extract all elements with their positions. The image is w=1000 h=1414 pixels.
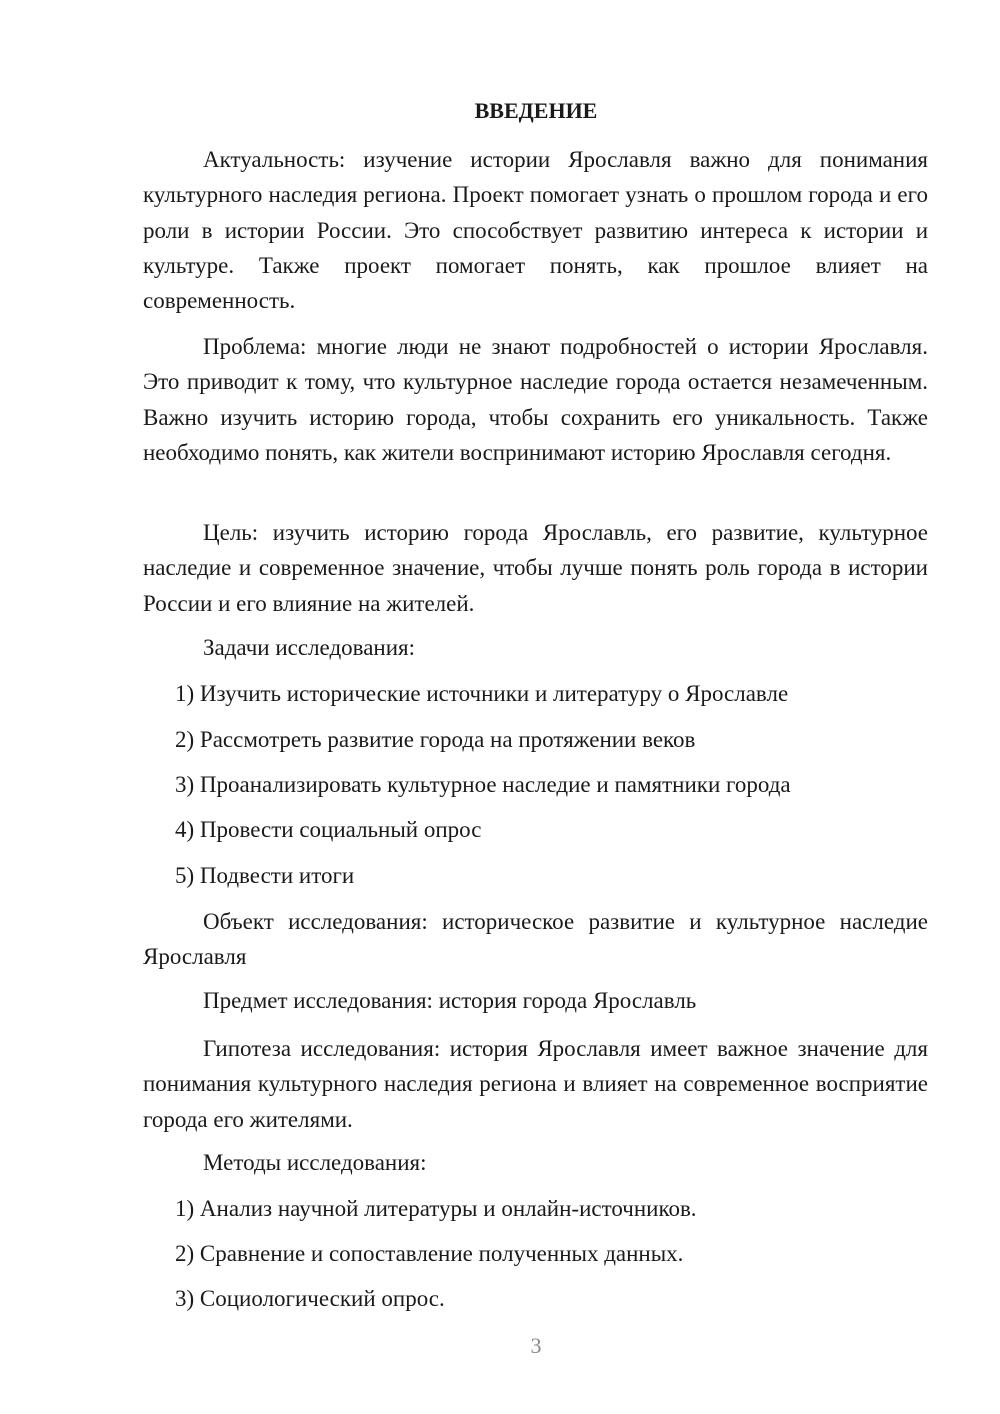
tasks-label: Задачи исследования: xyxy=(203,635,416,660)
subject-line: Предмет исследования: история города Ярославль xyxy=(203,988,697,1013)
task-item: 5) Подвести итоги xyxy=(175,863,355,888)
method-item: 3) Социологический опрос. xyxy=(175,1286,445,1311)
task-item: 4) Провести социальный опрос xyxy=(175,817,482,842)
page-number: 3 xyxy=(530,1333,542,1358)
problem-paragraph: Проблема: многие люди не знают подробностей о истории Ярославля. Это приводит к тому, что культурное наследие города остается незамеченным. Важно изучить историю города, чтобы сохранить его уникальность. Также необходимо понять, как жители воспринимают историю Ярославля сегодня. xyxy=(143,334,928,465)
hypothesis-paragraph: Гипотеза исследования: история Ярославля имеет важное значение для понимания культурного наследия региона и влияет на современное восприятие города его жителями. xyxy=(143,1036,928,1132)
relevance-paragraph: Актуальность: изучение истории Ярославля важно для понимания культурного наследия региона. Проект помогает узнать о прошлом города и его роли в истории России. Это способствует развитию интереса к истории и культуре. Также проект помогает понять, как прошлое влияет на современность. xyxy=(143,147,928,314)
goal-paragraph: Цель: изучить историю города Ярославль, его развитие, культурное наследие и современное значение, чтобы лучше понять роль города в истории России и его влияние на жителей. xyxy=(143,520,928,616)
task-item: 3) Проанализировать культурное наследие и памятники города xyxy=(175,772,791,797)
methods-label: Методы исследования: xyxy=(203,1150,427,1175)
method-item: 2) Сравнение и сопоставление полученных данных. xyxy=(175,1241,684,1266)
method-item: 1) Анализ научной литературы и онлайн-источников. xyxy=(175,1196,697,1221)
task-item: 2) Рассмотреть развитие города на протяжении веков xyxy=(175,727,696,752)
object-paragraph: Объект исследования: историческое развитие и культурное наследие Ярославля xyxy=(143,909,928,970)
page-title: ВВЕДЕНИЕ xyxy=(474,98,598,123)
task-item: 1) Изучить исторические источники и литературу о Ярославле xyxy=(175,681,789,706)
